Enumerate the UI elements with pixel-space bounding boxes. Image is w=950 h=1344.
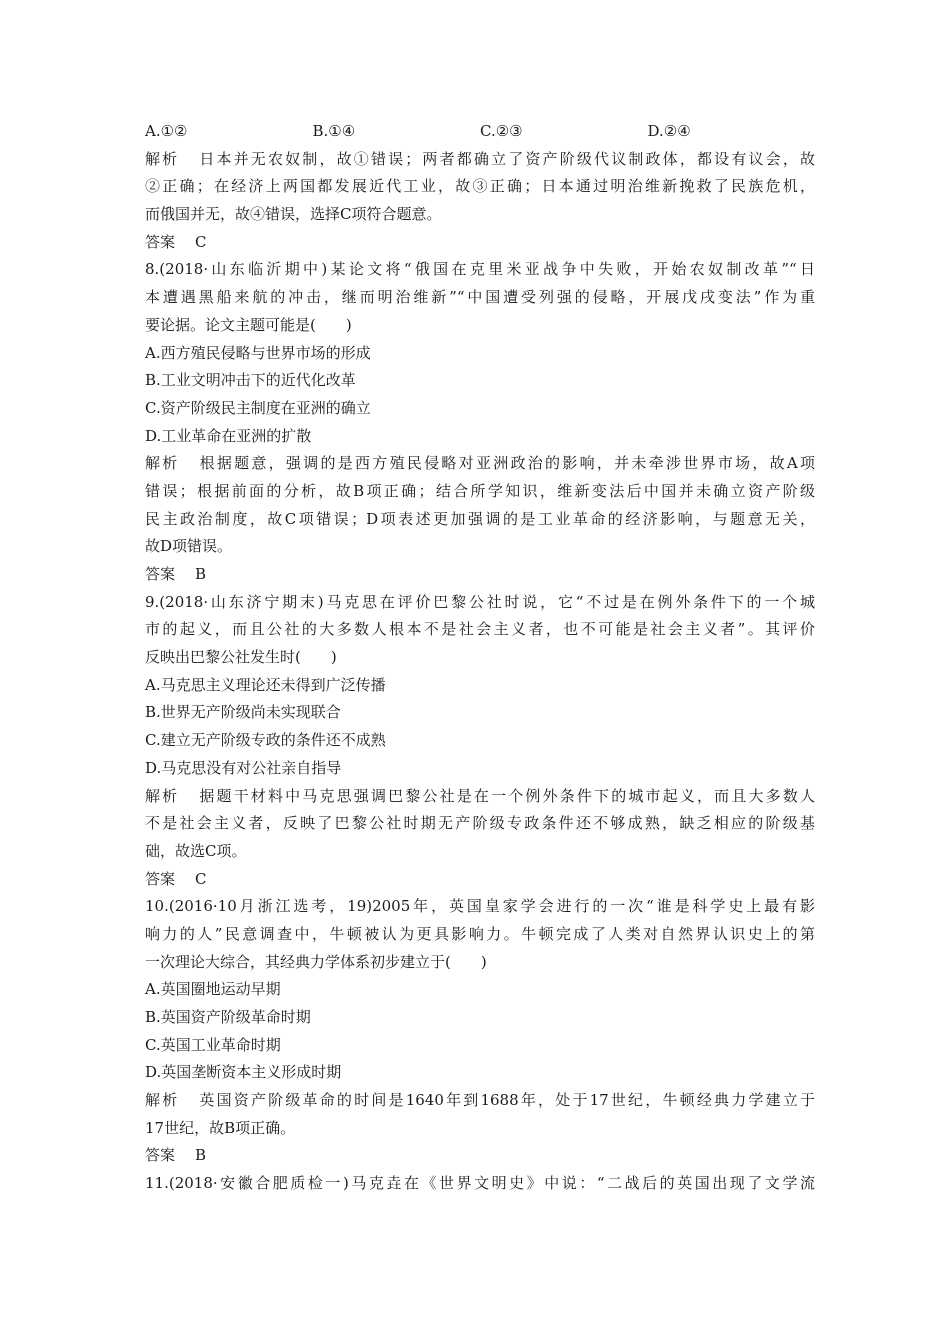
q9-answer-value: C bbox=[195, 869, 207, 888]
q10-analysis-line-2: 17世纪，故B项正确。 bbox=[145, 1118, 296, 1137]
q10-stem-line-2: 响力的人”民意调查中，牛顿被认为更具影响力。牛顿完成了人类对自然界认识史上的第 bbox=[145, 924, 815, 943]
q7-answer bbox=[145, 229, 815, 257]
q7-analysis-line-1: 解析 日本并无农奴制，故①错误；两者都确立了资产阶级代议制政体，都设有议会，故 bbox=[145, 149, 815, 168]
q10-option-b: B.英国资产阶级革命时期 bbox=[145, 1008, 311, 1026]
q9-option-d: D.马克思没有对公社亲自指导 bbox=[145, 758, 342, 777]
q10-stem-line-1: 10.(2016·10月浙江选考，19)2005年，英国皇家学会进行的一次“谁是科学史上最有影 bbox=[145, 897, 815, 916]
q8-stem-line-3: 要论据。论文主题可能是( ) bbox=[145, 315, 352, 334]
document-page bbox=[145, 118, 815, 1198]
q10-answer-value: B bbox=[195, 1146, 207, 1165]
q7-answer-label: 答案 bbox=[145, 232, 176, 251]
q11-stem-line-1: 11.(2018·安徽合肥质检一)马克垚在《世界文明史》中说：“二战后的英国出现了文学流 bbox=[145, 1174, 815, 1193]
q8-option-b: B.工业文明冲击下的近代化改革 bbox=[145, 371, 356, 390]
q9-answer bbox=[145, 866, 815, 894]
q7-option-a: A.①② bbox=[145, 122, 188, 140]
q8-analysis-line-1: 解析 根据题意，强调的是西方殖民侵略对亚洲政治的影响，并未牵涉世界市场，故A项 bbox=[145, 454, 815, 473]
q8-answer-value: B bbox=[195, 565, 207, 583]
q7-option-d: D.②④ bbox=[647, 122, 691, 140]
q10-stem-line-3: 一次理论大综合，其经典力学体系初步建立于( ) bbox=[145, 952, 487, 971]
q8-option-c: C.资产阶级民主制度在亚洲的确立 bbox=[145, 398, 371, 417]
q10-answer-label: 答案 bbox=[145, 1146, 176, 1165]
q8-stem-line-2: 本遭遇黑船来航的冲击，继而明治维新”“中国遭受列强的侵略，开展戊戌变法”作为重 bbox=[145, 288, 815, 307]
q10-option-a: A.英国圈地运动早期 bbox=[145, 980, 281, 999]
q8-stem-line-1: 8.(2018·山东临沂期中)某论文将“俄国在克里米亚战争中失败，开始农奴制改革”“日 bbox=[145, 260, 815, 279]
q7-option-c: C.②③ bbox=[480, 122, 523, 140]
q8-analysis-line-4: 故D项错误。 bbox=[145, 537, 233, 556]
q10-analysis-label: 解析 bbox=[145, 1091, 180, 1110]
q9-option-b: B.世界无产阶级尚未实现联合 bbox=[145, 703, 341, 722]
q9-stem-line-2: 市的起义，而且公社的大多数人根本不是社会主义者，也不可能是社会主义者”。其评价 bbox=[145, 620, 815, 639]
q7-analysis-label: 解析 bbox=[145, 149, 180, 168]
q7-option-b: B.①④ bbox=[312, 122, 356, 140]
q8-analysis-label: 解析 bbox=[145, 454, 180, 473]
q7-answer-value: C bbox=[195, 232, 207, 251]
q7-options bbox=[145, 118, 815, 146]
q9-analysis-line-2: 不是社会主义者，反映了巴黎公社时期无产阶级专政条件还不够成熟，缺乏相应的阶级基 bbox=[145, 814, 815, 833]
q9-stem-line-3: 反映出巴黎公社发生时( ) bbox=[145, 648, 337, 667]
q10-option-d: D.英国垄断资本主义形成时期 bbox=[145, 1063, 342, 1082]
q8-option-d: D.工业革命在亚洲的扩散 bbox=[145, 426, 312, 445]
q7-analysis-line-3: 而俄国并无，故④错误，选择C项符合题意。 bbox=[145, 205, 442, 224]
q10-option-c: C.英国工业革命时期 bbox=[145, 1035, 281, 1054]
q8-answer bbox=[145, 561, 815, 589]
q10-analysis-line-1: 解析 英国资产阶级革命的时间是1640年到1688年，处于17世纪，牛顿经典力学建立于 bbox=[145, 1091, 815, 1110]
q10-answer bbox=[145, 1142, 815, 1170]
q8-analysis-line-3: 民主政治制度，故C项错误；D项表述更加强调的是工业革命的经济影响，与题意无关， bbox=[145, 509, 815, 528]
q7-analysis-line-2: ②正确；在经济上两国都发展近代工业，故③正确；日本通过明治维新挽救了民族危机， bbox=[145, 177, 815, 196]
q9-analysis-label: 解析 bbox=[145, 786, 180, 805]
q8-analysis-line-2: 错误；根据前面的分析，故B项正确；结合所学知识，维新变法后中国并未确立资产阶级 bbox=[145, 481, 815, 500]
q9-answer-label: 答案 bbox=[145, 869, 176, 888]
q9-stem-line-1: 9.(2018·山东济宁期末)马克思在评价巴黎公社时说，它“不过是在例外条件下的一个城 bbox=[145, 592, 815, 611]
q9-option-a: A.马克思主义理论还未得到广泛传播 bbox=[145, 675, 386, 694]
q9-analysis-line-1: 解析 据题干材料中马克思强调巴黎公社是在一个例外条件下的城市起义，而且大多数人 bbox=[145, 786, 815, 805]
q8-answer-label: 答案 bbox=[145, 565, 176, 583]
q9-option-c: C.建立无产阶级专政的条件还不成熟 bbox=[145, 731, 386, 750]
q8-option-a: A.西方殖民侵略与世界市场的形成 bbox=[145, 343, 371, 362]
q9-analysis-line-3: 础，故选C项。 bbox=[145, 841, 247, 860]
